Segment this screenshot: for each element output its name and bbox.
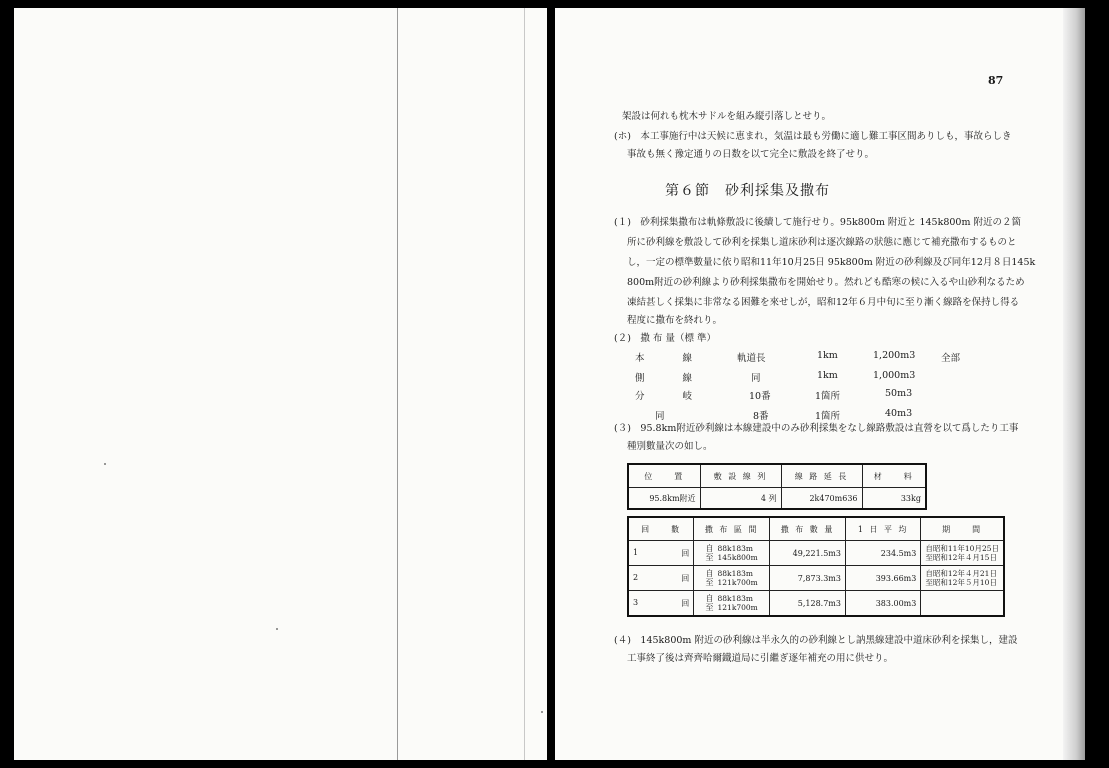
count-unit: 回 — [681, 573, 690, 583]
section-to: 145k800m — [717, 553, 758, 562]
count-value: 2 — [633, 572, 639, 582]
qty-kind: 軌道長 — [737, 353, 766, 364]
count-value: 1 — [633, 547, 639, 557]
paragraph-line: 事故も無く豫定通りの日数を以て完全に敷設を終了せり。 — [627, 149, 875, 160]
section-to: 121k700m — [717, 578, 758, 587]
item1-line: 程度に撒布を終れり。 — [627, 315, 723, 326]
right-page — [555, 8, 1085, 760]
speck — [276, 628, 278, 630]
qty-label: 側 線 — [635, 373, 693, 384]
qty-label: 同 — [655, 411, 665, 422]
table-header-row — [628, 464, 926, 488]
table-header-cell: 1 日 平 均 — [845, 517, 920, 541]
section-title: 第６節 砂利採集及撒布 — [665, 183, 830, 199]
table-cell-count — [628, 541, 694, 566]
siding-table — [627, 463, 927, 510]
qty-unit: 1箇所 — [815, 391, 841, 402]
table-cell-section — [694, 541, 770, 566]
item3-line: (３) 95.8km附近砂利線は本線建設中のみ砂利採集をなし線路敷設は直營を以て爲したり工事 — [614, 423, 1019, 434]
table-header-cell: 撒 布 區 間 — [694, 517, 770, 541]
item4-line: (４) 145k800m 附近の砂利線は半永久的の砂利線とし訥黑線建設中道床砂利を採集し，建設 — [614, 635, 1018, 646]
table-header-cell: 期 間 — [921, 517, 1004, 541]
table-row — [628, 591, 1004, 617]
table-cell-period — [921, 541, 1004, 566]
item1-line: し，一定の標準數量に依り昭和11年10月25日 95k800m 附近の砂利線及び同年12月８日145k — [627, 257, 1036, 268]
item2-heading: (２) 撒 布 量（標 準） — [614, 333, 716, 344]
item1-line: 800m附近の砂利線より砂利採集撒布を開始せり。然れども酷寒の候に入るや山砂利なるため — [627, 277, 1025, 288]
table-cell-count — [628, 591, 694, 617]
table-row — [628, 541, 1004, 566]
to-label: 至 — [705, 553, 714, 562]
qty-kind: 8番 — [753, 411, 769, 422]
item3-line: 種別數量次の如し。 — [627, 441, 713, 452]
table-cell-period — [921, 591, 1004, 617]
from-label: 自 — [705, 569, 714, 578]
item4-line: 工事終了後は齊齊哈爾鐵道局に引繼ぎ逐年補充の用に供せり。 — [627, 653, 894, 664]
page-number: 87 — [988, 74, 1004, 87]
count-value: 3 — [633, 597, 639, 607]
table-header-cell: 撒 布 數 量 — [770, 517, 846, 541]
table-header-row — [628, 517, 1004, 541]
table-header-cell: 材 料 — [862, 464, 926, 488]
fold-line — [397, 8, 398, 760]
qty-kind: 10番 — [749, 391, 771, 402]
qty-note: 全部 — [941, 353, 961, 364]
table-cell-section — [694, 591, 770, 617]
fold-line-edge — [524, 8, 525, 760]
table-cell-volume: 7,873.3m3 — [770, 566, 846, 591]
table-cell-average: 393.66m3 — [845, 566, 920, 591]
table-cell: 33kg — [862, 488, 926, 510]
section-from: 88k183m — [717, 544, 754, 553]
qty-label: 分 岐 — [635, 391, 693, 402]
item1-line: 凍結甚しく採集に非常なる困難を來せしが，昭和12年６月中旬に至り漸く線路を保持し得る — [627, 297, 1020, 308]
table-cell-volume: 49,221.5m3 — [770, 541, 846, 566]
period-from: 自昭和11年10月25日 — [925, 544, 999, 553]
item1-line: 所に砂利線を敷設して砂利を採集し道床砂利は逐次線路の狀態に應じて補充撒布するものと — [627, 237, 1017, 248]
qty-amount: 1,200m3 — [873, 350, 916, 361]
table-cell-period — [921, 566, 1004, 591]
period-to: 至昭和12年５月10日 — [925, 578, 997, 587]
table-cell-average: 234.5m3 — [845, 541, 920, 566]
qty-kind: 同 — [751, 373, 761, 384]
table-row — [628, 488, 926, 510]
qty-unit: 1km — [817, 370, 838, 381]
table-cell: 2k470m636 — [781, 488, 862, 510]
table-row — [628, 566, 1004, 591]
qty-label: 本 線 — [635, 353, 693, 364]
count-unit: 回 — [681, 548, 690, 558]
table-header-cell: 線 路 延 長 — [781, 464, 862, 488]
period-from: 自昭和12年４月21日 — [925, 569, 997, 578]
table-cell-average: 383.00m3 — [845, 591, 920, 617]
qty-unit: 1箇所 — [815, 411, 841, 422]
period-to: 至昭和12年４月15日 — [925, 553, 997, 562]
to-label: 至 — [705, 578, 714, 587]
qty-amount: 40m3 — [885, 408, 913, 419]
table-cell-volume: 5,128.7m3 — [770, 591, 846, 617]
table-cell: 4 列 — [700, 488, 781, 510]
section-to: 121k700m — [717, 603, 758, 612]
from-label: 自 — [705, 594, 714, 603]
item1-line: (１) 砂利採集撒布は軌條敷設に後續して施行せり。95k800m 附近と 145k800m 附近の２箇 — [614, 217, 1021, 228]
from-label: 自 — [705, 544, 714, 553]
spreading-table — [627, 516, 1005, 617]
table-header-cell: 位 置 — [628, 464, 700, 488]
section-from: 88k183m — [717, 594, 754, 603]
table-header-cell: 敷 設 線 列 — [700, 464, 781, 488]
qty-amount: 50m3 — [885, 388, 913, 399]
table-cell: 95.8km附近 — [628, 488, 700, 510]
to-label: 至 — [705, 603, 714, 612]
speck — [541, 711, 543, 713]
count-unit: 回 — [681, 598, 690, 608]
qty-unit: 1km — [817, 350, 838, 361]
table-cell-count — [628, 566, 694, 591]
paragraph-line: (ホ) 本工事施行中は天候に恵まれ，気温は最も労働に適し難工事区間ありしも，事故らしき — [614, 131, 1012, 142]
table-cell-section — [694, 566, 770, 591]
paragraph-line: 架設は何れも枕木サドルを組み縦引落しとせり。 — [622, 111, 832, 122]
left-page — [14, 8, 547, 760]
section-from: 88k183m — [717, 569, 754, 578]
page-edge-shadow — [1063, 8, 1085, 760]
qty-amount: 1,000m3 — [873, 370, 916, 381]
table-header-cell: 回 數 — [628, 517, 694, 541]
speck — [104, 463, 106, 465]
